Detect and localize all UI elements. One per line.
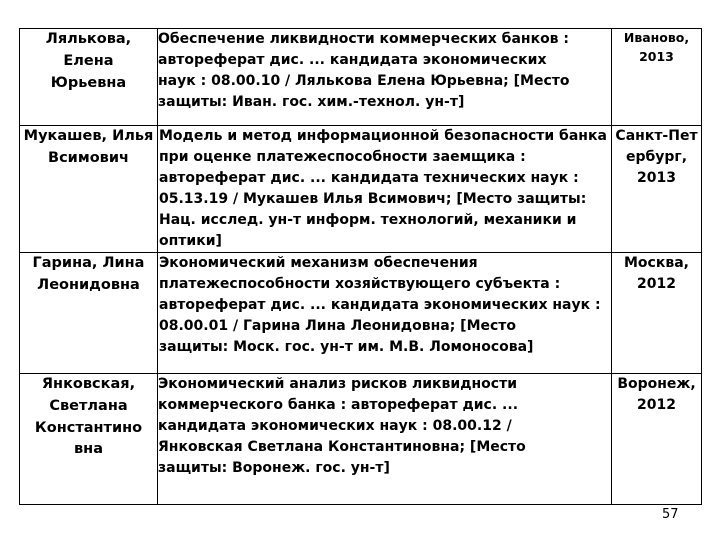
author-cell: [20, 374, 158, 505]
author-line: Леонидовна: [37, 276, 140, 293]
description-line: коммерческого банка : автореферат дис. ...: [158, 397, 519, 413]
year-line: 2012: [637, 276, 676, 292]
table-row: [20, 29, 702, 126]
description-line: Модель и метод информационной безопасности банка: [159, 128, 607, 144]
place-year-cell: [612, 126, 702, 253]
place-line: Иваново,: [623, 30, 690, 45]
place-line: ербург,: [625, 149, 688, 165]
author-cell: [20, 126, 158, 253]
description-cell: [158, 374, 612, 505]
place-year-cell: [612, 253, 702, 374]
description-line: автореферат дис. ... кандидата технических наук :: [159, 170, 579, 186]
author-line: Янковская,: [41, 376, 136, 392]
description-line: 08.00.01 / Гарина Лина Леонидовна; [Место: [159, 318, 517, 334]
description-line: оптики]: [159, 233, 222, 249]
description-cell: [158, 253, 612, 374]
author-cell: [20, 253, 158, 374]
author-line: Константино: [34, 419, 143, 436]
year-line: 2013: [639, 48, 674, 64]
description-line: защиты: Моск. гос. ун-т им. М.В. Ломоносова]: [159, 339, 534, 355]
description-line: Обеспечение ликвидности коммерческих банков :: [158, 31, 570, 47]
place-line: Москва,: [624, 255, 689, 271]
year-line: 2013: [637, 170, 676, 186]
table-row: [20, 374, 702, 505]
place-year-cell: [612, 29, 702, 126]
description-line: защиты: Иван. гос. хим.-технол. ун-т]: [158, 94, 465, 110]
description-line: защиты: Воронеж. гос. ун-т]: [158, 460, 390, 476]
author-line: вна: [74, 441, 103, 458]
description-line: при оценке платежеспособности заемщика :: [159, 149, 526, 165]
place-line: Воронеж,: [617, 376, 696, 392]
description-line: наук : 08.00.10 / Лялькова Елена Юрьевна; [Место: [158, 73, 570, 89]
description-line: Экономический механизм обеспечения: [159, 255, 478, 271]
bibliography-table: [19, 28, 702, 505]
place-year-cell: [612, 374, 702, 505]
description-line: автореферат дис. ... кандидата экономических наук :: [159, 297, 601, 313]
author-line: Светлана: [49, 397, 128, 414]
description-line: автореферат дис. ... кандидата экономических: [158, 52, 547, 68]
author-line: Мукашев, Илья: [23, 128, 154, 144]
description-cell: [158, 29, 612, 126]
year-line: 2012: [637, 397, 676, 413]
place-line: Санкт-Пет: [615, 128, 698, 144]
table-row: [20, 253, 702, 374]
author-line: Гарина, Лина: [32, 255, 145, 271]
table-row: [20, 126, 702, 253]
description-line: Экономический анализ рисков ликвидности: [158, 376, 518, 392]
author-line: Юрьевна: [50, 74, 127, 91]
author-line: Елена: [63, 52, 114, 69]
description-line: 05.13.19 / Мукашев Илья Всимович; [Место защиты:: [159, 191, 587, 207]
description-line: Нац. исслед. ун-т информ. технологий, механики и: [159, 212, 577, 228]
description-line: кандидата экономических наук : 08.00.12 /: [158, 418, 512, 434]
description-line: Янковская Светлана Константиновна; [Место: [158, 439, 526, 455]
author-cell: [20, 29, 158, 126]
page-number: 57: [662, 507, 679, 522]
author-line: Лялькова,: [45, 31, 132, 47]
description-line: платежеспособности хозяйствующего субъекта :: [159, 276, 561, 292]
description-cell: [158, 126, 612, 253]
author-line: Всимович: [48, 149, 129, 166]
